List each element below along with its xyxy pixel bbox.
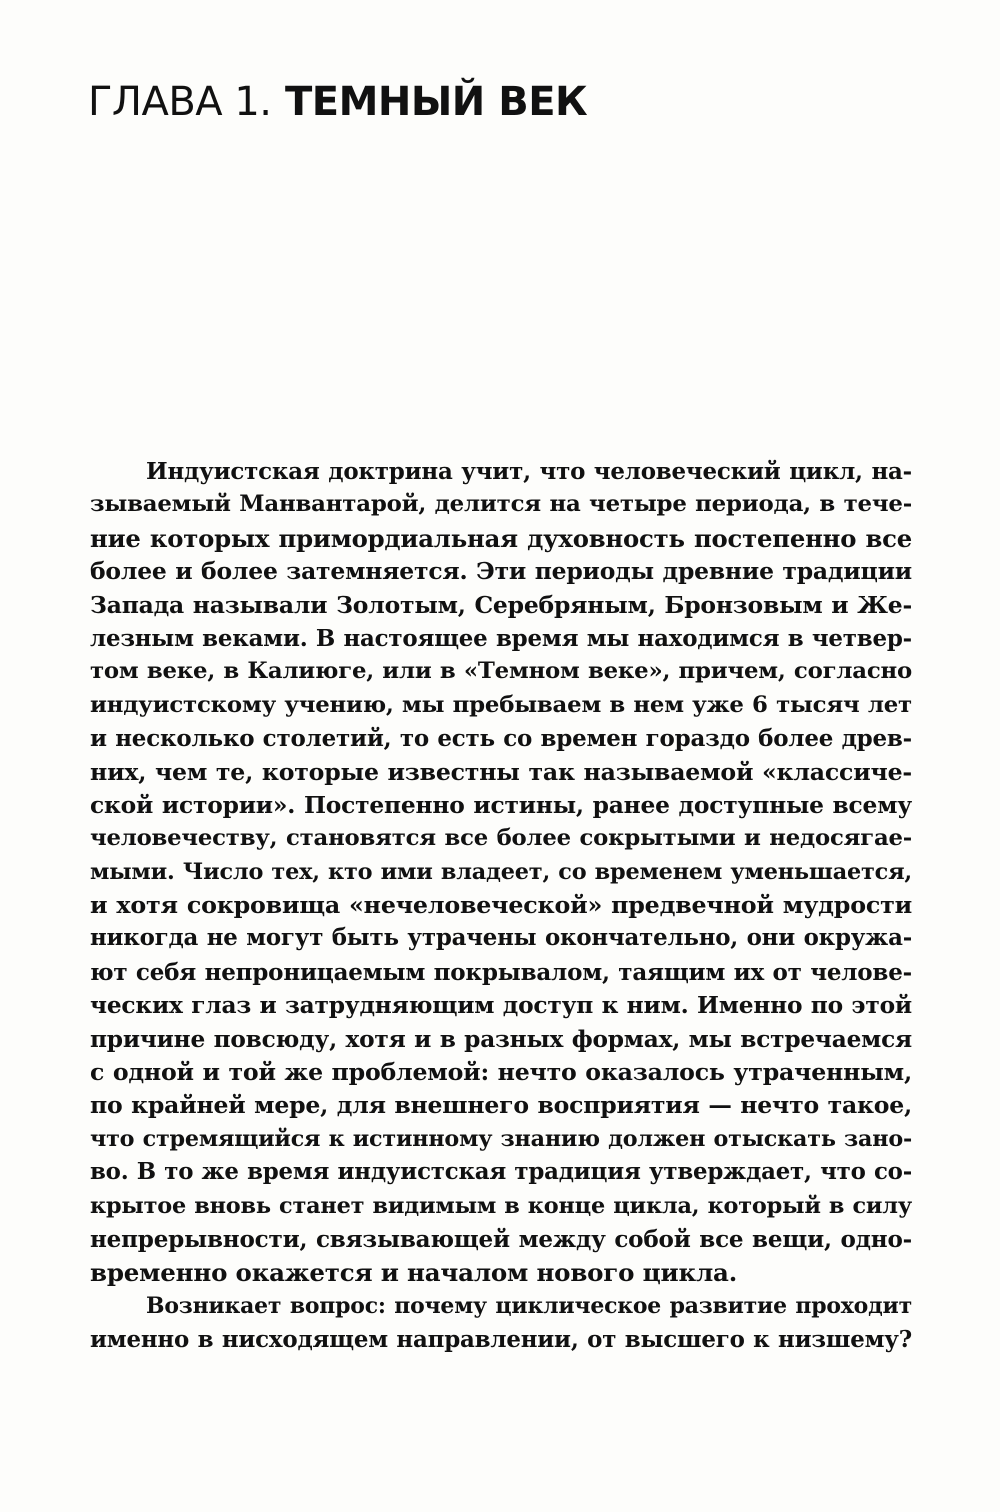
text-line: индуистскому учению, мы пребываем в нем уже 6 тысяч лет [90,691,912,718]
text-line: и несколько столетий, то есть со времен гораздо более древ- [90,725,912,753]
text-line: зываемый Манвантарой, делится на четыре периода, в тече- [90,491,912,518]
text-line: Индуистская доктрина учит, что человеческий цикл, на- [146,458,912,485]
text-line: и хотя сокровища «нечеловеческой» предвечной мудрости [90,891,912,920]
text-line: во. В то же время индуистская традиция утверждает, что со- [90,1159,912,1186]
text-line: ческих глаз и затрудняющим доступ к ним. Именно по этой [90,992,912,1020]
chapter-title: ТЕМНЫЙ ВЕК [284,79,588,125]
text-line: Возникает вопрос: почему циклическое развитие проходит [146,1292,912,1319]
text-line: них, чем те, которые известны так называемой «классиче- [90,757,912,786]
text-line: по крайней мере, для внешнего восприятия — нечто такое, [90,1091,912,1120]
text-line: ют себя непроницаемым покрывалом, таящим их от челове- [90,958,912,986]
text-line: именно в нисходящем направлении, от высшего к низшему? [90,1326,912,1354]
text-line: крытое вновь станет видимым в конце цикла, который в силу [90,1192,912,1219]
text-line: мыми. Число тех, кто ими владеет, со временем уменьшается, [90,858,912,885]
text-line: ской истории». Постепенно истины, ранее доступные всему [90,790,912,819]
text-line: непрерывности, связывающей между собой все вещи, одно- [90,1225,912,1253]
paragraph-1 [90,455,912,1290]
text-line: более и более затемняется. Эти периоды древние традиции [90,557,912,586]
text-line: человечеству, становятся все более сокрытыми и недосягае- [90,825,912,852]
body-text [90,455,912,1357]
text-line: с одной и той же проблемой: нечто оказалось утраченным, [90,1058,912,1087]
text-line: Запада называли Золотым, Серебряным, Бронзовым и Же- [90,590,912,619]
paragraph-2 [90,1290,912,1357]
text-line: никогда не могут быть утрачены окончательно, они окружа- [90,925,912,952]
text-line: что стремящийся к истинному знанию должен отыскать зано- [90,1125,912,1152]
chapter-heading [88,76,587,128]
text-line: временно окажется и началом нового цикла. [90,1258,738,1288]
text-line: ние которых примордиальная духовность постепенно все [90,523,912,553]
text-line: том веке, в Калиюге, или в «Темном веке», причем, согласно [90,658,912,685]
text-line: лезным веками. В настоящее время мы находимся в четвер- [90,624,912,652]
text-line: причине повсюду, хотя и в разных формах, мы встречаемся [90,1025,912,1053]
chapter-number-label: ГЛАВА 1. [88,79,272,125]
